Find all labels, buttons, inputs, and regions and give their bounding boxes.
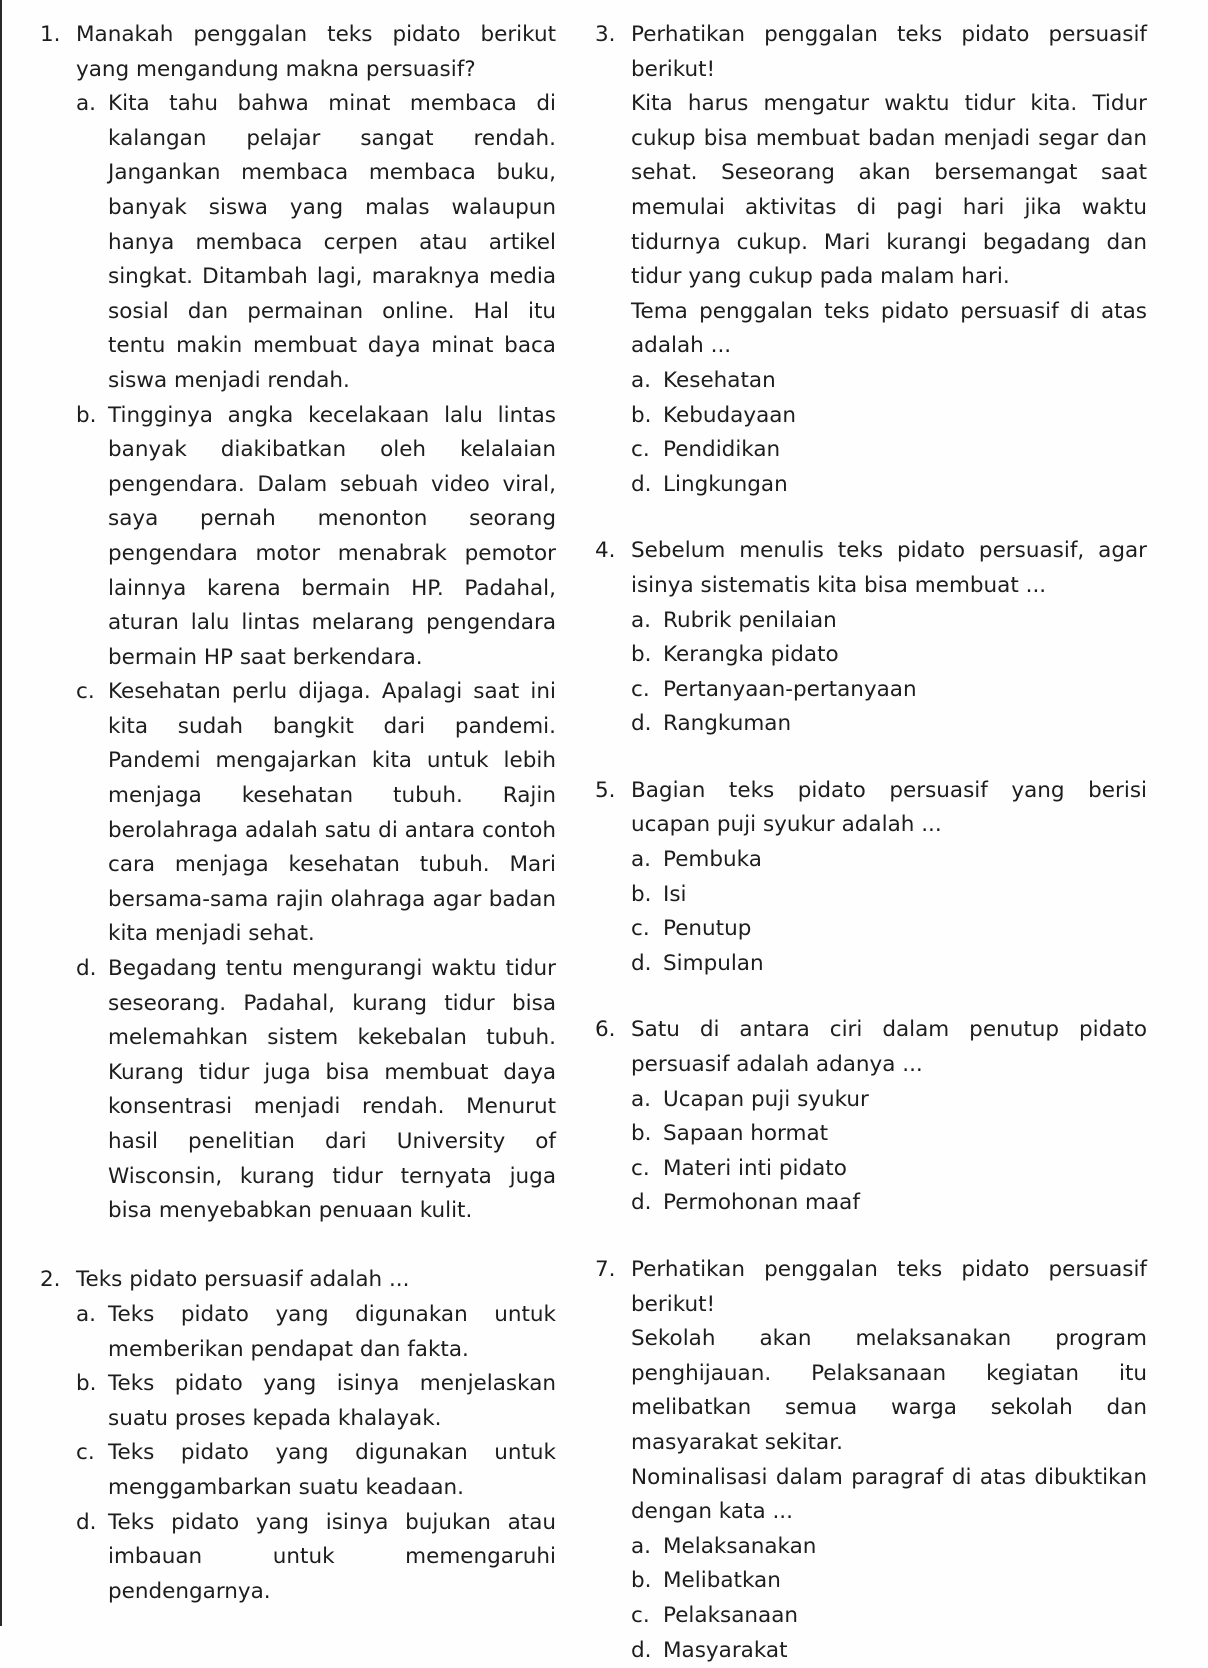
option-b[interactable]: [631, 1564, 1147, 1599]
option-letter: c.: [631, 437, 650, 463]
question-text: Perhatikan penggalan teks pidato persuasif berikut!: [631, 22, 1147, 82]
option-letter: a.: [631, 1533, 652, 1559]
option-text: Pelaksanaan: [663, 1602, 799, 1628]
option-c[interactable]: [76, 675, 556, 952]
options-list: [631, 843, 1147, 981]
question-prompt: Tema penggalan teks pidato persuasif di atas adalah ...: [631, 298, 1147, 359]
question-5: [595, 774, 1147, 982]
question-3: [595, 18, 1147, 502]
option-letter: d.: [631, 471, 652, 497]
option-letter: b.: [631, 1568, 652, 1594]
option-text: Penutup: [663, 916, 752, 942]
option-d[interactable]: [631, 1634, 1147, 1668]
options-list: [76, 1298, 556, 1609]
option-c[interactable]: [631, 1152, 1147, 1187]
option-letter: a.: [631, 1086, 652, 1112]
option-a[interactable]: [631, 1083, 1147, 1118]
option-b[interactable]: [631, 878, 1147, 913]
option-letter: b.: [631, 881, 652, 907]
options-list: [631, 1530, 1147, 1668]
option-letter: d.: [631, 950, 652, 976]
option-a[interactable]: [631, 364, 1147, 399]
option-letter: c.: [76, 1440, 95, 1466]
option-text: Permohonan maaf: [663, 1190, 860, 1216]
option-d[interactable]: [631, 707, 1147, 742]
option-b[interactable]: [76, 399, 556, 676]
options-list: [76, 87, 556, 1229]
options-list: [631, 604, 1147, 742]
option-text: Pembuka: [663, 847, 762, 873]
option-text: Kerangka pidato: [663, 642, 839, 668]
option-text: Teks pidato yang isinya bujukan atau imbauan untuk memengaruhi pendengarnya.: [108, 1509, 556, 1604]
option-letter: a.: [631, 607, 652, 633]
option-letter: b.: [631, 642, 652, 668]
question-1: [40, 18, 556, 1229]
option-letter: b.: [631, 1121, 652, 1147]
option-d[interactable]: [631, 1186, 1147, 1221]
option-text: Lingkungan: [663, 471, 788, 497]
question-text: Bagian teks pidato persuasif yang berisi ucapan puji syukur adalah ...: [631, 777, 1147, 838]
spacer: [595, 502, 1147, 534]
option-b[interactable]: [631, 399, 1147, 434]
option-letter: c.: [631, 916, 650, 942]
spacer: [40, 1229, 556, 1264]
options-list: [631, 364, 1147, 502]
option-c[interactable]: [631, 912, 1147, 947]
option-d[interactable]: [631, 947, 1147, 982]
option-text: Teks pidato yang isinya menjelaskan suatu proses kepada khalayak.: [108, 1371, 556, 1431]
option-letter: d.: [631, 1190, 652, 1216]
question-number: 5.: [595, 777, 616, 803]
option-b[interactable]: [76, 1367, 556, 1436]
option-text: Rubrik penilaian: [663, 607, 837, 633]
option-text: Begadang tentu mengurangi waktu tidur seseorang. Padahal, kurang tidur bisa melemahkan sistem kekebalan tubuh. Kurang tidur juga bisa membuat daya konsentrasi menjadi rendah. Menurut hasil penelitian dari University of Wisconsin, kurang tidur ternyata juga bisa menyebabkan penuaan kulit.: [108, 956, 556, 1224]
option-letter: d.: [76, 1509, 97, 1535]
option-c[interactable]: [631, 433, 1147, 468]
passage-text: Kita harus mengatur waktu tidur kita. Tidur cukup bisa membuat badan menjadi segar dan sehat. Seseorang akan bersemangat saat memulai aktivitas di pagi hari jika waktu tidurnya cukup. Mari kurangi begadang dan tidur yang cukup pada malam hari.: [631, 91, 1147, 290]
option-c[interactable]: [631, 673, 1147, 708]
option-text: Masyarakat: [663, 1637, 788, 1663]
option-a[interactable]: [631, 843, 1147, 878]
option-letter: c.: [76, 679, 95, 705]
option-a[interactable]: [631, 604, 1147, 639]
option-letter: a.: [76, 91, 97, 117]
option-letter: a.: [631, 367, 652, 393]
question-2: [40, 1263, 556, 1609]
option-text: Pendidikan: [663, 437, 781, 463]
question-prompt: Nominalisasi dalam paragraf di atas dibuktikan dengan kata ...: [631, 1464, 1147, 1525]
option-text: Kesehatan perlu dijaga. Apalagi saat ini kita sudah bangkit dari pandemi. Pandemi mengajarkan kita untuk lebih menjaga kesehatan tubuh. Rajin berolahraga adalah satu di antara contoh cara menjaga kesehatan tubuh. Mari bersama-sama rajin olahraga agar badan kita menjadi sehat.: [108, 679, 556, 947]
question-6: [595, 1013, 1147, 1221]
option-text: Pertanyaan-pertanyaan: [663, 676, 917, 702]
option-letter: d.: [631, 1637, 652, 1663]
question-text: Teks pidato persuasif adalah ...: [76, 1267, 410, 1293]
question-number: 3.: [595, 22, 616, 47]
option-c[interactable]: [76, 1436, 556, 1505]
options-list: [631, 1083, 1147, 1221]
question-text: Perhatikan penggalan teks pidato persuasif berikut!: [631, 1257, 1147, 1317]
option-text: Rangkuman: [663, 711, 792, 737]
option-text: Kebudayaan: [663, 402, 797, 428]
option-letter: c.: [631, 1602, 650, 1628]
question-number: 1.: [40, 22, 61, 47]
option-text: Tingginya angka kecelakaan lalu lintas banyak diakibatkan oleh kelalaian pengendara. Dalam sebuah video viral, saya pernah menonton seorang pengendara motor menabrak pemotor lainnya karena bermain HP. Padahal, aturan lalu lintas melarang pengendara bermain HP saat berkendara.: [108, 402, 556, 670]
option-text: Teks pidato yang digunakan untuk memberikan pendapat dan fakta.: [108, 1301, 556, 1362]
question-7: [595, 1253, 1147, 1668]
option-text: Kita tahu bahwa minat membaca di kalangan pelajar sangat rendah. Jangankan membaca membaca buku, banyak siswa yang malas walaupun hanya membaca cerpen atau artikel singkat. Ditambah lagi, maraknya media sosial dan permainan online. Hal itu tentu makin membuat daya minat baca siswa menjadi rendah.: [108, 91, 556, 393]
option-letter: d.: [76, 956, 97, 982]
option-a[interactable]: [76, 87, 556, 398]
passage-text: Sekolah akan melaksanakan program penghijauan. Pelaksanaan kegiatan itu melibatkan semua warga sekolah dan masyarakat sekitar.: [631, 1326, 1147, 1455]
spacer: [595, 1221, 1147, 1253]
option-a[interactable]: [76, 1298, 556, 1367]
option-letter: a.: [631, 847, 652, 873]
option-c[interactable]: [631, 1599, 1147, 1634]
option-text: Sapaan hormat: [663, 1121, 829, 1147]
option-text: Teks pidato yang digunakan untuk menggambarkan suatu keadaan.: [108, 1440, 556, 1500]
spacer: [595, 981, 1147, 1013]
option-a[interactable]: [631, 1530, 1147, 1565]
option-letter: d.: [631, 711, 652, 737]
question-text: Sebelum menulis teks pidato persuasif, agar isinya sistematis kita bisa membuat ...: [631, 538, 1147, 598]
option-letter: b.: [631, 402, 652, 428]
option-b[interactable]: [631, 638, 1147, 673]
question-number: 6.: [595, 1017, 616, 1043]
option-letter: b.: [76, 1371, 97, 1397]
option-text: Kesehatan: [663, 367, 776, 393]
option-b[interactable]: [631, 1117, 1147, 1152]
question-4: [595, 534, 1147, 742]
question-number: 7.: [595, 1257, 616, 1282]
question-text: Satu di antara ciri dalam penutup pidato persuasif adalah adanya ...: [631, 1017, 1147, 1078]
option-letter: a.: [76, 1301, 97, 1327]
option-letter: c.: [631, 676, 650, 702]
option-text: Isi: [663, 881, 687, 907]
option-d[interactable]: [76, 1506, 556, 1610]
right-column: [595, 18, 1147, 1668]
option-letter: b.: [76, 402, 97, 428]
question-number: 4.: [595, 538, 616, 564]
spacer: [595, 742, 1147, 774]
option-text: Simpulan: [663, 950, 764, 976]
left-column: [40, 18, 556, 1609]
option-text: Melaksanakan: [663, 1533, 817, 1559]
option-text: Melibatkan: [663, 1568, 781, 1594]
option-text: Ucapan puji syukur: [663, 1086, 869, 1112]
option-d[interactable]: [76, 952, 556, 1229]
question-text: Manakah penggalan teks pidato berikut yang mengandung makna persuasif?: [76, 22, 556, 82]
option-d[interactable]: [631, 468, 1147, 503]
option-letter: c.: [631, 1155, 650, 1181]
question-number: 2.: [40, 1267, 61, 1293]
option-text: Materi inti pidato: [663, 1155, 847, 1181]
